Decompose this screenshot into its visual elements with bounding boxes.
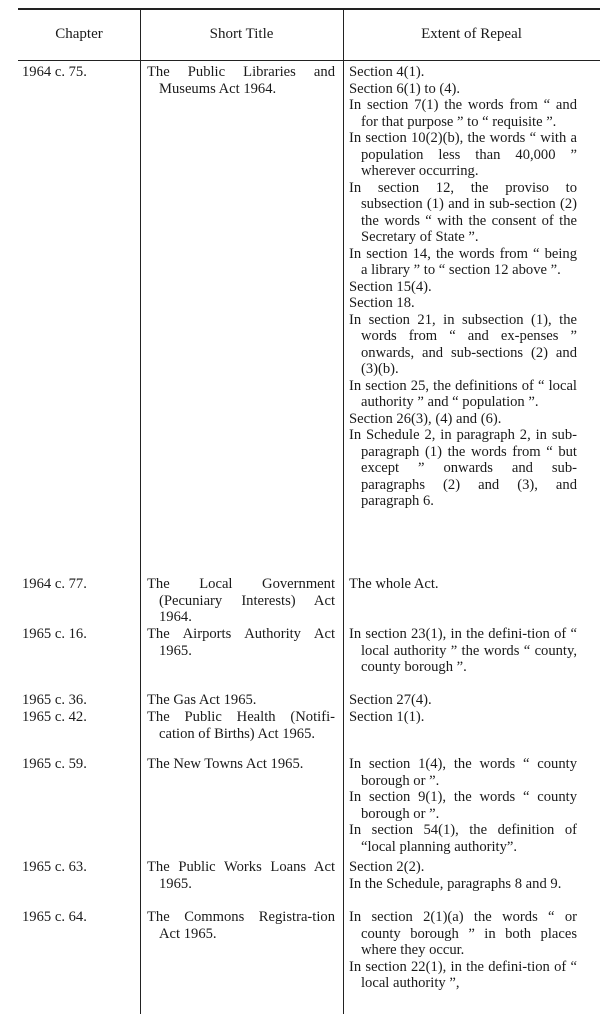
short-title: The Public Works Loans Act 1965. bbox=[147, 859, 335, 892]
chapter-cell: 1965 c. 36. bbox=[22, 692, 87, 708]
repeal-entry: In section 21, in subsection (1), the words from “ and ex-penses ” onwards, and sub-sections (2) and (3)(b). bbox=[349, 311, 577, 377]
short-title: The New Towns Act 1965. bbox=[147, 756, 304, 772]
short-title-cell bbox=[147, 626, 335, 659]
extent-cell bbox=[349, 576, 577, 593]
short-title-cell bbox=[147, 756, 335, 773]
repeal-entry: Section 4(1). bbox=[349, 64, 425, 80]
repeal-entry: In section 7(1) the words from “ and for that purpose ” to “ requisite ”. bbox=[349, 97, 577, 130]
repeal-entry: In Schedule 2, in paragraph 2, in sub-paragraph (1) the words from “ but except ” onwards and sub-paragraphs (2) and (3), and paragraph 6. bbox=[349, 427, 577, 509]
repeal-entry: In section 22(1), in the defini-tion of “ local authority ”, bbox=[349, 958, 577, 991]
chapter-cell: 1965 c. 42. bbox=[22, 709, 87, 725]
repeal-entry: In section 1(4), the words “ county borough or ”. bbox=[349, 756, 577, 789]
short-title: The Commons Registra-tion Act 1965. bbox=[147, 909, 335, 942]
table-top-rule bbox=[18, 8, 600, 10]
short-title: The Local Government (Pecuniary Interests) Act 1964. bbox=[147, 576, 335, 625]
repeal-entry: Section 15(4). bbox=[349, 278, 432, 295]
repeal-entry: Section 6(1) to (4). bbox=[349, 80, 461, 97]
extent-cell bbox=[349, 626, 577, 676]
extent-cell bbox=[349, 756, 577, 855]
column-divider-1 bbox=[140, 8, 141, 1014]
extent-cell bbox=[349, 692, 577, 709]
repeal-entry: The whole Act. bbox=[349, 576, 439, 592]
repeal-entry: In section 2(1)(a) the words “ or county borough ” in both places where they occur. bbox=[349, 909, 577, 958]
chapter-cell: 1964 c. 77. bbox=[22, 576, 87, 592]
repeal-entry: In section 10(2)(b), the words “ with a population less than 40,000 ” wherever occurring. bbox=[349, 130, 577, 179]
repeal-entry: In section 12, the proviso to subsection (1) and in sub-section (2) the words “ with the consent of the Secretary of State ”. bbox=[349, 179, 577, 245]
extent-cell bbox=[349, 859, 577, 892]
repeal-entry: In section 54(1), the definition of “local planning authority”. bbox=[349, 822, 577, 855]
table-header-rule bbox=[18, 60, 600, 61]
repeal-entry: In section 9(1), the words “ county borough or ”. bbox=[349, 789, 577, 822]
repeal-entry: In the Schedule, paragraphs 8 and 9. bbox=[349, 875, 562, 892]
short-title-cell bbox=[147, 859, 335, 892]
chapter-cell: 1965 c. 59. bbox=[22, 756, 87, 772]
repeal-entry: Section 26(3), (4) and (6). bbox=[349, 410, 502, 427]
extent-cell bbox=[349, 909, 577, 992]
extent-cell bbox=[349, 64, 577, 510]
header-chapter: Chapter bbox=[55, 26, 103, 42]
repeal-entry: Section 1(1). bbox=[349, 709, 425, 725]
short-title-cell bbox=[147, 576, 335, 626]
chapter-cell: 1965 c. 63. bbox=[22, 859, 87, 875]
header-extent-of-repeal: Extent of Repeal bbox=[421, 26, 522, 42]
repeal-entry: Section 18. bbox=[349, 295, 415, 311]
repeal-entry: In section 23(1), in the defini-tion of “ local authority ” the words “ county, county borough ”. bbox=[349, 626, 577, 675]
extent-cell bbox=[349, 709, 577, 726]
short-title: The Airports Authority Act 1965. bbox=[147, 626, 335, 659]
chapter-cell: 1965 c. 64. bbox=[22, 909, 87, 925]
repeal-entry: Section 2(2). bbox=[349, 859, 425, 875]
repeal-entry: In section 14, the words from “ being a library ” to “ section 12 above ”. bbox=[349, 245, 577, 278]
short-title: The Gas Act 1965. bbox=[147, 692, 257, 708]
short-title-cell bbox=[147, 909, 335, 942]
short-title-cell bbox=[147, 64, 335, 97]
column-divider-2 bbox=[343, 8, 344, 1014]
short-title: The Public Libraries and Museums Act 1964. bbox=[147, 64, 335, 97]
header-short-title: Short Title bbox=[209, 26, 274, 42]
chapter-cell: 1964 c. 75. bbox=[22, 64, 87, 80]
short-title: The Public Health (Notifi-cation of Births) Act 1965. bbox=[147, 709, 335, 742]
short-title-cell bbox=[147, 709, 335, 742]
short-title-cell bbox=[147, 692, 335, 709]
chapter-cell: 1965 c. 16. bbox=[22, 626, 87, 642]
repeal-entry: Section 27(4). bbox=[349, 692, 432, 708]
repeal-entry: In section 25, the definitions of “ local authority ” and “ population ”. bbox=[349, 377, 577, 410]
